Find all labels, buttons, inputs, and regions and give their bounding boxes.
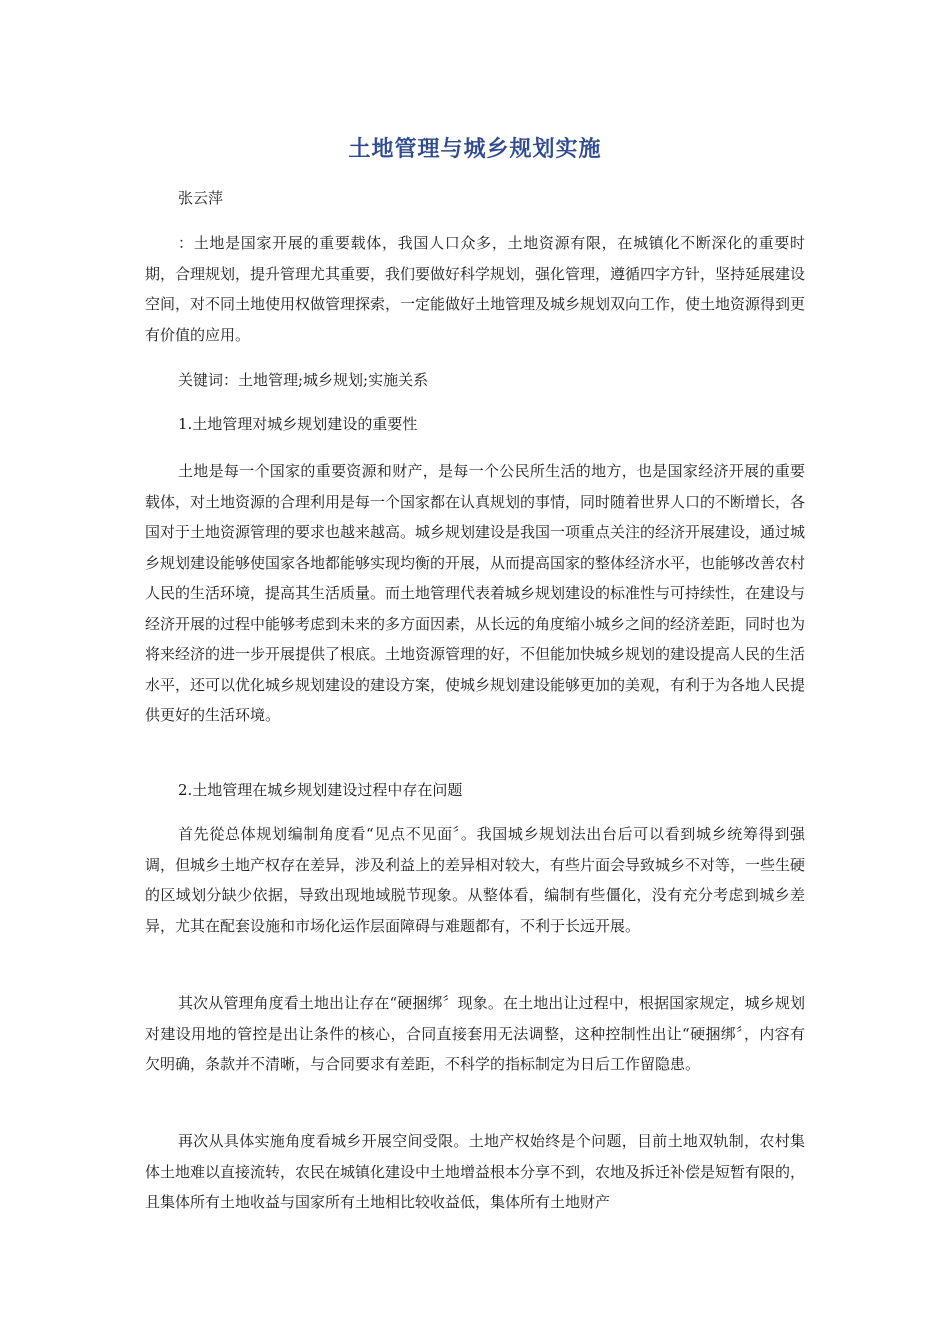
keywords-line: 关键词：土地管理;城乡规划;实施关系 bbox=[178, 371, 429, 389]
section-1-paragraph: 土地是每一个国家的重要资源和财产，是每一个公民所生活的地方，也是国家经济开展的重要载体，对土地资源的合理利用是每一个国家都在认真规划的事情，同时随着世界人口的不断增长，各国对于土地资源管理的要求也越来越高。城乡规划建设是我国一项重点关注的经济开展建设，通过城乡规划建设能够使国家各地都能够实现均衡的开展，从而提高国家的整体经济水平，也能够改善农村人民的生活环境，提高其生活质量。而土地管理代表着城乡规划建设的标准性与可持续性，在建设与经济开展的过程中能够考虑到未来的多方面因素，从长远的角度缩小城乡之间的经济差距，同时也为将来经济的进一步开展提供了根底。土地资源管理的好，不但能加快城乡规划的建设提高人民的生活水平，还可以优化城乡规划建设的建设方案，使城乡规划建设能够更加的美观，有利于为各地人民提供更好的生活环境。 bbox=[145, 462, 806, 724]
section-2-paragraph-3: 再次从具体实施角度看城乡开展空间受限。土地产权始终是个问题，目前土地双轨制，农村集体土地难以直接流转，农民在城镇化建设中土地增益根本分享不到，农地及拆迁补偿是短暂有限的，且集体所有土地收益与国家所有土地相比较收益低，集体所有土地财产 bbox=[145, 1132, 806, 1211]
section-1-heading: 1.土地管理对城乡规划建设的重要性 bbox=[178, 415, 418, 433]
abstract-paragraph: ：土地是国家开展的重要载体，我国人口众多，土地资源有限，在城镇化不断深化的重要时期，合理规划，提升管理尤其重要，我们要做好科学规划，强化管理，遵循四字方针，坚持延展建设空间，对不同土地使用权做管理探索，一定能做好土地管理及城乡规划双向工作，使土地资源得到更有价值的应用。 bbox=[145, 234, 806, 344]
section-2-paragraph-2: 其次从管理角度看土地出让存在“硬捆绑〞现象。在土地出让过程中，根据国家规定，城乡规划对建设用地的管控是出让条件的核心，合同直接套用无法调整，这种控制性出让“硬捆绑〞，内容有欠明确，条款并不清晰，与合同要求有差距，不科学的指标制定为日后工作留隐患。 bbox=[145, 994, 805, 1073]
section-2-paragraph-1: 首先從总体规划编制角度看“见点不见面〞。我国城乡规划法出台后可以看到城乡统筹得到强调，但城乡土地产权存在差异，涉及利益上的差异相对较大，有些片面会导致城乡不对等，一些生硬的区域划分缺少依据，导致出现地域脱节现象。从整体看，编制有些僵化，没有充分考虑到城乡差异，尤其在配套设施和市场化运作层面障碍与难题都有，不利于长远开展。 bbox=[145, 825, 806, 935]
section-2-heading: 2.土地管理在城乡规划建设过程中存在问题 bbox=[178, 781, 463, 799]
document-title: 土地管理与城乡规划实施 bbox=[348, 137, 602, 162]
author-name: 张云萍 bbox=[178, 189, 224, 207]
